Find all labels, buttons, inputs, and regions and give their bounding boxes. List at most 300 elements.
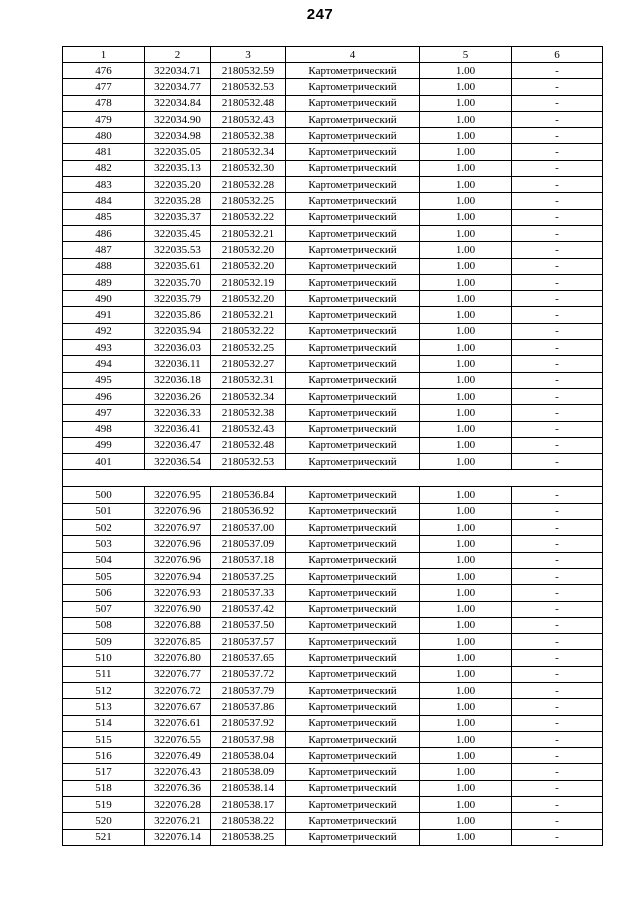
- table-row: [63, 225, 603, 241]
- method-cell: Картометрический: [286, 797, 420, 813]
- accuracy-cell: 1.00: [420, 128, 512, 144]
- method-cell: Картометрический: [286, 225, 420, 241]
- note-cell: -: [512, 503, 603, 519]
- method-cell: Картометрический: [286, 144, 420, 160]
- table-row: [63, 617, 603, 633]
- note-cell: -: [512, 225, 603, 241]
- accuracy-cell: 1.00: [420, 682, 512, 698]
- note-cell: -: [512, 536, 603, 552]
- note-cell: -: [512, 764, 603, 780]
- note-cell: -: [512, 829, 603, 845]
- table-row: [63, 780, 603, 796]
- accuracy-cell: 1.00: [420, 225, 512, 241]
- table-row: [63, 405, 603, 421]
- point-number-cell: 476: [63, 63, 145, 79]
- accuracy-cell: 1.00: [420, 520, 512, 536]
- point-number-cell: 521: [63, 829, 145, 845]
- point-number-cell: 480: [63, 128, 145, 144]
- accuracy-cell: 1.00: [420, 111, 512, 127]
- accuracy-cell: 1.00: [420, 193, 512, 209]
- x-coordinate-cell: 322035.37: [145, 209, 211, 225]
- note-cell: -: [512, 780, 603, 796]
- table-row: [63, 454, 603, 470]
- y-coordinate-cell: 2180537.42: [211, 601, 286, 617]
- accuracy-cell: 1.00: [420, 356, 512, 372]
- accuracy-cell: 1.00: [420, 291, 512, 307]
- x-coordinate-cell: 322076.14: [145, 829, 211, 845]
- table-row: [63, 520, 603, 536]
- page-number: 247: [306, 6, 334, 23]
- method-cell: Картометрический: [286, 715, 420, 731]
- separator-cell: [63, 470, 603, 487]
- table-row: [63, 666, 603, 682]
- accuracy-cell: 1.00: [420, 715, 512, 731]
- accuracy-cell: 1.00: [420, 634, 512, 650]
- method-cell: Картометрический: [286, 160, 420, 176]
- table-row: [63, 731, 603, 747]
- table-row: [63, 699, 603, 715]
- method-cell: Картометрический: [286, 748, 420, 764]
- method-cell: Картометрический: [286, 242, 420, 258]
- note-cell: -: [512, 568, 603, 584]
- y-coordinate-cell: 2180537.86: [211, 699, 286, 715]
- separator-row: [63, 470, 603, 487]
- point-number-cell: 514: [63, 715, 145, 731]
- table-row: [63, 258, 603, 274]
- accuracy-cell: 1.00: [420, 160, 512, 176]
- method-cell: Картометрический: [286, 829, 420, 845]
- note-cell: -: [512, 307, 603, 323]
- table-header-row: [63, 47, 603, 63]
- method-cell: Картометрический: [286, 79, 420, 95]
- x-coordinate-cell: 322035.61: [145, 258, 211, 274]
- y-coordinate-cell: 2180536.84: [211, 487, 286, 503]
- y-coordinate-cell: 2180532.30: [211, 160, 286, 176]
- point-number-cell: 479: [63, 111, 145, 127]
- y-coordinate-cell: 2180538.17: [211, 797, 286, 813]
- point-number-cell: 504: [63, 552, 145, 568]
- method-cell: Картометрический: [286, 128, 420, 144]
- x-coordinate-cell: 322076.77: [145, 666, 211, 682]
- table-row: [63, 111, 603, 127]
- y-coordinate-cell: 2180532.34: [211, 144, 286, 160]
- accuracy-cell: 1.00: [420, 601, 512, 617]
- x-coordinate-cell: 322076.67: [145, 699, 211, 715]
- accuracy-cell: 1.00: [420, 454, 512, 470]
- method-cell: Картометрический: [286, 323, 420, 339]
- y-coordinate-cell: 2180532.53: [211, 79, 286, 95]
- y-coordinate-cell: 2180532.20: [211, 291, 286, 307]
- table-row: [63, 813, 603, 829]
- point-number-cell: 493: [63, 340, 145, 356]
- accuracy-cell: 1.00: [420, 797, 512, 813]
- table-row: [63, 748, 603, 764]
- table-row: [63, 682, 603, 698]
- table-row: [63, 797, 603, 813]
- method-cell: Картометрический: [286, 95, 420, 111]
- table-row: [63, 291, 603, 307]
- y-coordinate-cell: 2180532.20: [211, 242, 286, 258]
- point-number-cell: 502: [63, 520, 145, 536]
- note-cell: -: [512, 340, 603, 356]
- y-coordinate-cell: 2180537.00: [211, 520, 286, 536]
- x-coordinate-cell: 322076.61: [145, 715, 211, 731]
- table-row: [63, 95, 603, 111]
- method-cell: Картометрический: [286, 764, 420, 780]
- note-cell: -: [512, 388, 603, 404]
- y-coordinate-cell: 2180537.18: [211, 552, 286, 568]
- accuracy-cell: 1.00: [420, 487, 512, 503]
- y-coordinate-cell: 2180537.92: [211, 715, 286, 731]
- note-cell: -: [512, 731, 603, 747]
- point-number-cell: 401: [63, 454, 145, 470]
- method-cell: Картометрический: [286, 634, 420, 650]
- column-header-5: 5: [420, 47, 512, 63]
- note-cell: -: [512, 421, 603, 437]
- method-cell: Картометрический: [286, 699, 420, 715]
- y-coordinate-cell: 2180532.19: [211, 274, 286, 290]
- table-row: [63, 63, 603, 79]
- point-number-cell: 481: [63, 144, 145, 160]
- accuracy-cell: 1.00: [420, 780, 512, 796]
- table-row: [63, 209, 603, 225]
- x-coordinate-cell: 322076.43: [145, 764, 211, 780]
- method-cell: Картометрический: [286, 388, 420, 404]
- point-number-cell: 488: [63, 258, 145, 274]
- method-cell: Картометрический: [286, 356, 420, 372]
- x-coordinate-cell: 322076.88: [145, 617, 211, 633]
- x-coordinate-cell: 322035.70: [145, 274, 211, 290]
- point-number-cell: 484: [63, 193, 145, 209]
- y-coordinate-cell: 2180532.43: [211, 111, 286, 127]
- accuracy-cell: 1.00: [420, 307, 512, 323]
- note-cell: -: [512, 634, 603, 650]
- x-coordinate-cell: 322035.45: [145, 225, 211, 241]
- x-coordinate-cell: 322076.21: [145, 813, 211, 829]
- table-row: [63, 601, 603, 617]
- method-cell: Картометрический: [286, 209, 420, 225]
- method-cell: Картометрический: [286, 421, 420, 437]
- x-coordinate-cell: 322076.97: [145, 520, 211, 536]
- note-cell: -: [512, 650, 603, 666]
- method-cell: Картометрический: [286, 193, 420, 209]
- accuracy-cell: 1.00: [420, 388, 512, 404]
- accuracy-cell: 1.00: [420, 764, 512, 780]
- y-coordinate-cell: 2180532.38: [211, 405, 286, 421]
- point-number-cell: 487: [63, 242, 145, 258]
- x-coordinate-cell: 322076.94: [145, 568, 211, 584]
- point-number-cell: 516: [63, 748, 145, 764]
- accuracy-cell: 1.00: [420, 617, 512, 633]
- note-cell: -: [512, 356, 603, 372]
- x-coordinate-cell: 322076.55: [145, 731, 211, 747]
- accuracy-cell: 1.00: [420, 79, 512, 95]
- point-number-cell: 492: [63, 323, 145, 339]
- table-separator: [63, 470, 603, 487]
- table-row: [63, 585, 603, 601]
- note-cell: -: [512, 242, 603, 258]
- accuracy-cell: 1.00: [420, 274, 512, 290]
- note-cell: -: [512, 682, 603, 698]
- column-header-2: 2: [145, 47, 211, 63]
- accuracy-cell: 1.00: [420, 340, 512, 356]
- table-row: [63, 634, 603, 650]
- accuracy-cell: 1.00: [420, 699, 512, 715]
- method-cell: Картометрический: [286, 536, 420, 552]
- table-body-block-2: [63, 487, 603, 846]
- table-row: [63, 372, 603, 388]
- y-coordinate-cell: 2180532.21: [211, 307, 286, 323]
- point-number-cell: 491: [63, 307, 145, 323]
- x-coordinate-cell: 322036.47: [145, 437, 211, 453]
- x-coordinate-cell: 322035.79: [145, 291, 211, 307]
- point-number-cell: 497: [63, 405, 145, 421]
- note-cell: -: [512, 601, 603, 617]
- x-coordinate-cell: 322076.93: [145, 585, 211, 601]
- y-coordinate-cell: 2180538.09: [211, 764, 286, 780]
- point-number-cell: 510: [63, 650, 145, 666]
- coordinates-table: [62, 46, 603, 846]
- y-coordinate-cell: 2180536.92: [211, 503, 286, 519]
- table-row: [63, 388, 603, 404]
- x-coordinate-cell: 322034.71: [145, 63, 211, 79]
- note-cell: -: [512, 79, 603, 95]
- method-cell: Картометрический: [286, 454, 420, 470]
- x-coordinate-cell: 322076.72: [145, 682, 211, 698]
- note-cell: -: [512, 797, 603, 813]
- note-cell: -: [512, 666, 603, 682]
- x-coordinate-cell: 322035.53: [145, 242, 211, 258]
- y-coordinate-cell: 2180538.25: [211, 829, 286, 845]
- note-cell: -: [512, 63, 603, 79]
- point-number-cell: 509: [63, 634, 145, 650]
- y-coordinate-cell: 2180537.09: [211, 536, 286, 552]
- x-coordinate-cell: 322035.94: [145, 323, 211, 339]
- note-cell: -: [512, 617, 603, 633]
- method-cell: Картометрический: [286, 437, 420, 453]
- note-cell: -: [512, 715, 603, 731]
- point-number-cell: 489: [63, 274, 145, 290]
- accuracy-cell: 1.00: [420, 829, 512, 845]
- method-cell: Картометрический: [286, 682, 420, 698]
- table-body-block-1: [63, 63, 603, 470]
- point-number-cell: 490: [63, 291, 145, 307]
- table-row: [63, 487, 603, 503]
- y-coordinate-cell: 2180532.28: [211, 177, 286, 193]
- x-coordinate-cell: 322035.28: [145, 193, 211, 209]
- point-number-cell: 500: [63, 487, 145, 503]
- point-number-cell: 495: [63, 372, 145, 388]
- x-coordinate-cell: 322035.86: [145, 307, 211, 323]
- y-coordinate-cell: 2180532.48: [211, 95, 286, 111]
- x-coordinate-cell: 322036.18: [145, 372, 211, 388]
- accuracy-cell: 1.00: [420, 421, 512, 437]
- table-row: [63, 242, 603, 258]
- x-coordinate-cell: 322076.95: [145, 487, 211, 503]
- method-cell: Картометрический: [286, 666, 420, 682]
- y-coordinate-cell: 2180532.48: [211, 437, 286, 453]
- table-row: [63, 764, 603, 780]
- y-coordinate-cell: 2180532.31: [211, 372, 286, 388]
- point-number-cell: 496: [63, 388, 145, 404]
- table-row: [63, 568, 603, 584]
- note-cell: -: [512, 258, 603, 274]
- point-number-cell: 507: [63, 601, 145, 617]
- table-row: [63, 421, 603, 437]
- accuracy-cell: 1.00: [420, 323, 512, 339]
- table-row: [63, 650, 603, 666]
- accuracy-cell: 1.00: [420, 437, 512, 453]
- table-row: [63, 128, 603, 144]
- x-coordinate-cell: 322036.03: [145, 340, 211, 356]
- table-row: [63, 193, 603, 209]
- x-coordinate-cell: 322036.33: [145, 405, 211, 421]
- y-coordinate-cell: 2180532.53: [211, 454, 286, 470]
- y-coordinate-cell: 2180532.27: [211, 356, 286, 372]
- table-row: [63, 503, 603, 519]
- point-number-cell: 498: [63, 421, 145, 437]
- note-cell: -: [512, 552, 603, 568]
- point-number-cell: 478: [63, 95, 145, 111]
- x-coordinate-cell: 322035.20: [145, 177, 211, 193]
- y-coordinate-cell: 2180537.25: [211, 568, 286, 584]
- point-number-cell: 508: [63, 617, 145, 633]
- column-header-6: 6: [512, 47, 603, 63]
- accuracy-cell: 1.00: [420, 650, 512, 666]
- column-header-1: 1: [63, 47, 145, 63]
- method-cell: Картометрический: [286, 258, 420, 274]
- y-coordinate-cell: 2180532.34: [211, 388, 286, 404]
- x-coordinate-cell: 322036.11: [145, 356, 211, 372]
- note-cell: -: [512, 274, 603, 290]
- method-cell: Картометрический: [286, 63, 420, 79]
- note-cell: -: [512, 699, 603, 715]
- table-row: [63, 160, 603, 176]
- y-coordinate-cell: 2180537.98: [211, 731, 286, 747]
- method-cell: Картометрический: [286, 601, 420, 617]
- x-coordinate-cell: 322076.80: [145, 650, 211, 666]
- method-cell: Картометрический: [286, 307, 420, 323]
- method-cell: Картометрический: [286, 372, 420, 388]
- y-coordinate-cell: 2180538.14: [211, 780, 286, 796]
- table-row: [63, 274, 603, 290]
- point-number-cell: 511: [63, 666, 145, 682]
- note-cell: -: [512, 372, 603, 388]
- accuracy-cell: 1.00: [420, 666, 512, 682]
- accuracy-cell: 1.00: [420, 372, 512, 388]
- note-cell: -: [512, 291, 603, 307]
- point-number-cell: 517: [63, 764, 145, 780]
- table-row: [63, 144, 603, 160]
- x-coordinate-cell: 322076.96: [145, 503, 211, 519]
- method-cell: Картометрический: [286, 274, 420, 290]
- x-coordinate-cell: 322076.90: [145, 601, 211, 617]
- y-coordinate-cell: 2180532.20: [211, 258, 286, 274]
- accuracy-cell: 1.00: [420, 568, 512, 584]
- method-cell: Картометрический: [286, 487, 420, 503]
- x-coordinate-cell: 322034.90: [145, 111, 211, 127]
- y-coordinate-cell: 2180532.21: [211, 225, 286, 241]
- table-row: [63, 536, 603, 552]
- method-cell: Картометрический: [286, 731, 420, 747]
- note-cell: -: [512, 437, 603, 453]
- point-number-cell: 494: [63, 356, 145, 372]
- method-cell: Картометрический: [286, 780, 420, 796]
- method-cell: Картометрический: [286, 503, 420, 519]
- method-cell: Картометрический: [286, 340, 420, 356]
- x-coordinate-cell: 322076.28: [145, 797, 211, 813]
- x-coordinate-cell: 322076.36: [145, 780, 211, 796]
- y-coordinate-cell: 2180532.25: [211, 193, 286, 209]
- y-coordinate-cell: 2180537.50: [211, 617, 286, 633]
- note-cell: -: [512, 177, 603, 193]
- note-cell: -: [512, 487, 603, 503]
- x-coordinate-cell: 322036.26: [145, 388, 211, 404]
- accuracy-cell: 1.00: [420, 405, 512, 421]
- y-coordinate-cell: 2180532.38: [211, 128, 286, 144]
- point-number-cell: 501: [63, 503, 145, 519]
- point-number-cell: 482: [63, 160, 145, 176]
- point-number-cell: 520: [63, 813, 145, 829]
- note-cell: -: [512, 454, 603, 470]
- note-cell: -: [512, 160, 603, 176]
- table-row: [63, 829, 603, 845]
- method-cell: Картометрический: [286, 552, 420, 568]
- point-number-cell: 499: [63, 437, 145, 453]
- y-coordinate-cell: 2180532.25: [211, 340, 286, 356]
- accuracy-cell: 1.00: [420, 585, 512, 601]
- x-coordinate-cell: 322076.49: [145, 748, 211, 764]
- x-coordinate-cell: 322036.54: [145, 454, 211, 470]
- table-row: [63, 715, 603, 731]
- y-coordinate-cell: 2180532.59: [211, 63, 286, 79]
- note-cell: -: [512, 405, 603, 421]
- y-coordinate-cell: 2180537.65: [211, 650, 286, 666]
- point-number-cell: 518: [63, 780, 145, 796]
- y-coordinate-cell: 2180537.79: [211, 682, 286, 698]
- x-coordinate-cell: 322076.85: [145, 634, 211, 650]
- y-coordinate-cell: 2180537.72: [211, 666, 286, 682]
- table-row: [63, 323, 603, 339]
- method-cell: Картометрический: [286, 177, 420, 193]
- accuracy-cell: 1.00: [420, 209, 512, 225]
- accuracy-cell: 1.00: [420, 731, 512, 747]
- note-cell: -: [512, 128, 603, 144]
- method-cell: Картометрический: [286, 585, 420, 601]
- accuracy-cell: 1.00: [420, 63, 512, 79]
- point-number-cell: 503: [63, 536, 145, 552]
- method-cell: Картометрический: [286, 813, 420, 829]
- x-coordinate-cell: 322076.96: [145, 552, 211, 568]
- accuracy-cell: 1.00: [420, 177, 512, 193]
- point-number-cell: 515: [63, 731, 145, 747]
- accuracy-cell: 1.00: [420, 503, 512, 519]
- method-cell: Картометрический: [286, 650, 420, 666]
- table-row: [63, 79, 603, 95]
- table-row: [63, 552, 603, 568]
- note-cell: -: [512, 813, 603, 829]
- point-number-cell: 513: [63, 699, 145, 715]
- x-coordinate-cell: 322034.84: [145, 95, 211, 111]
- note-cell: -: [512, 520, 603, 536]
- x-coordinate-cell: 322035.05: [145, 144, 211, 160]
- point-number-cell: 477: [63, 79, 145, 95]
- note-cell: -: [512, 111, 603, 127]
- column-header-4: 4: [286, 47, 420, 63]
- point-number-cell: 483: [63, 177, 145, 193]
- point-number-cell: 512: [63, 682, 145, 698]
- y-coordinate-cell: 2180532.22: [211, 209, 286, 225]
